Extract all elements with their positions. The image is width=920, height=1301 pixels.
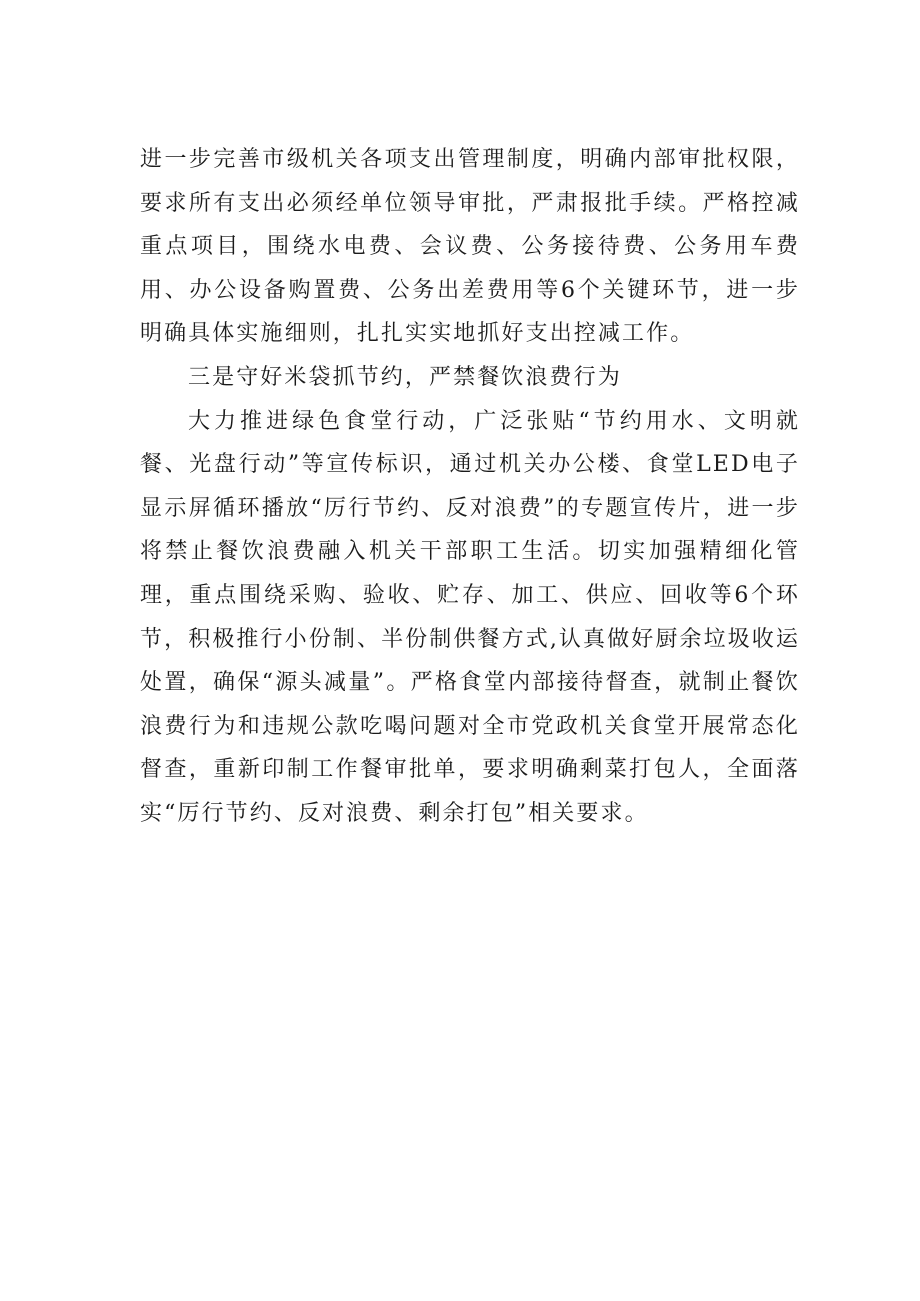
document-body bbox=[140, 138, 800, 836]
section-heading-food-saving: 三是守好米袋抓节约，严禁餐饮浪费行为 bbox=[188, 364, 622, 390]
paragraph-green-canteen: 大力推进绿色食堂行动，广泛张贴“节约用水、文明就餐、光盘行动”等宣传标识，通过机关办公楼、食堂LED电子显示屏循环播放“厉行节约、反对浪费”的专题宣传片，进一步将禁止餐饮浪费融入机关干部职工生活。切实加强精细化管理，重点围绕采购、验收、贮存、加工、供应、回收等6个环节，积极推行小份制、半份制供餐方式,认真做好厨余垃圾收运处置，确保“源头减量”。严格食堂内部接待督查，就制止餐饮浪费行为和违规公款吃喝问题对全市党政机关食堂开展常态化督查，重新印制工作餐审批单，要求明确剩菜打包人，全面落实“厉行节约、反对浪费、剩余打包”相关要求。 bbox=[140, 408, 800, 826]
paragraph-expenditure-control: 进一步完善市级机关各项支出管理制度，明确内部审批权限，要求所有支出必须经单位领导审批，严肃报批手续。严格控减重点项目，围绕水电费、会议费、公务接待费、公务用车费用、办公设备购置费、公务出差费用等6个关键环节，进一步明确具体实施细则，扎扎实实地抓好支出控减工作。 bbox=[140, 147, 800, 347]
